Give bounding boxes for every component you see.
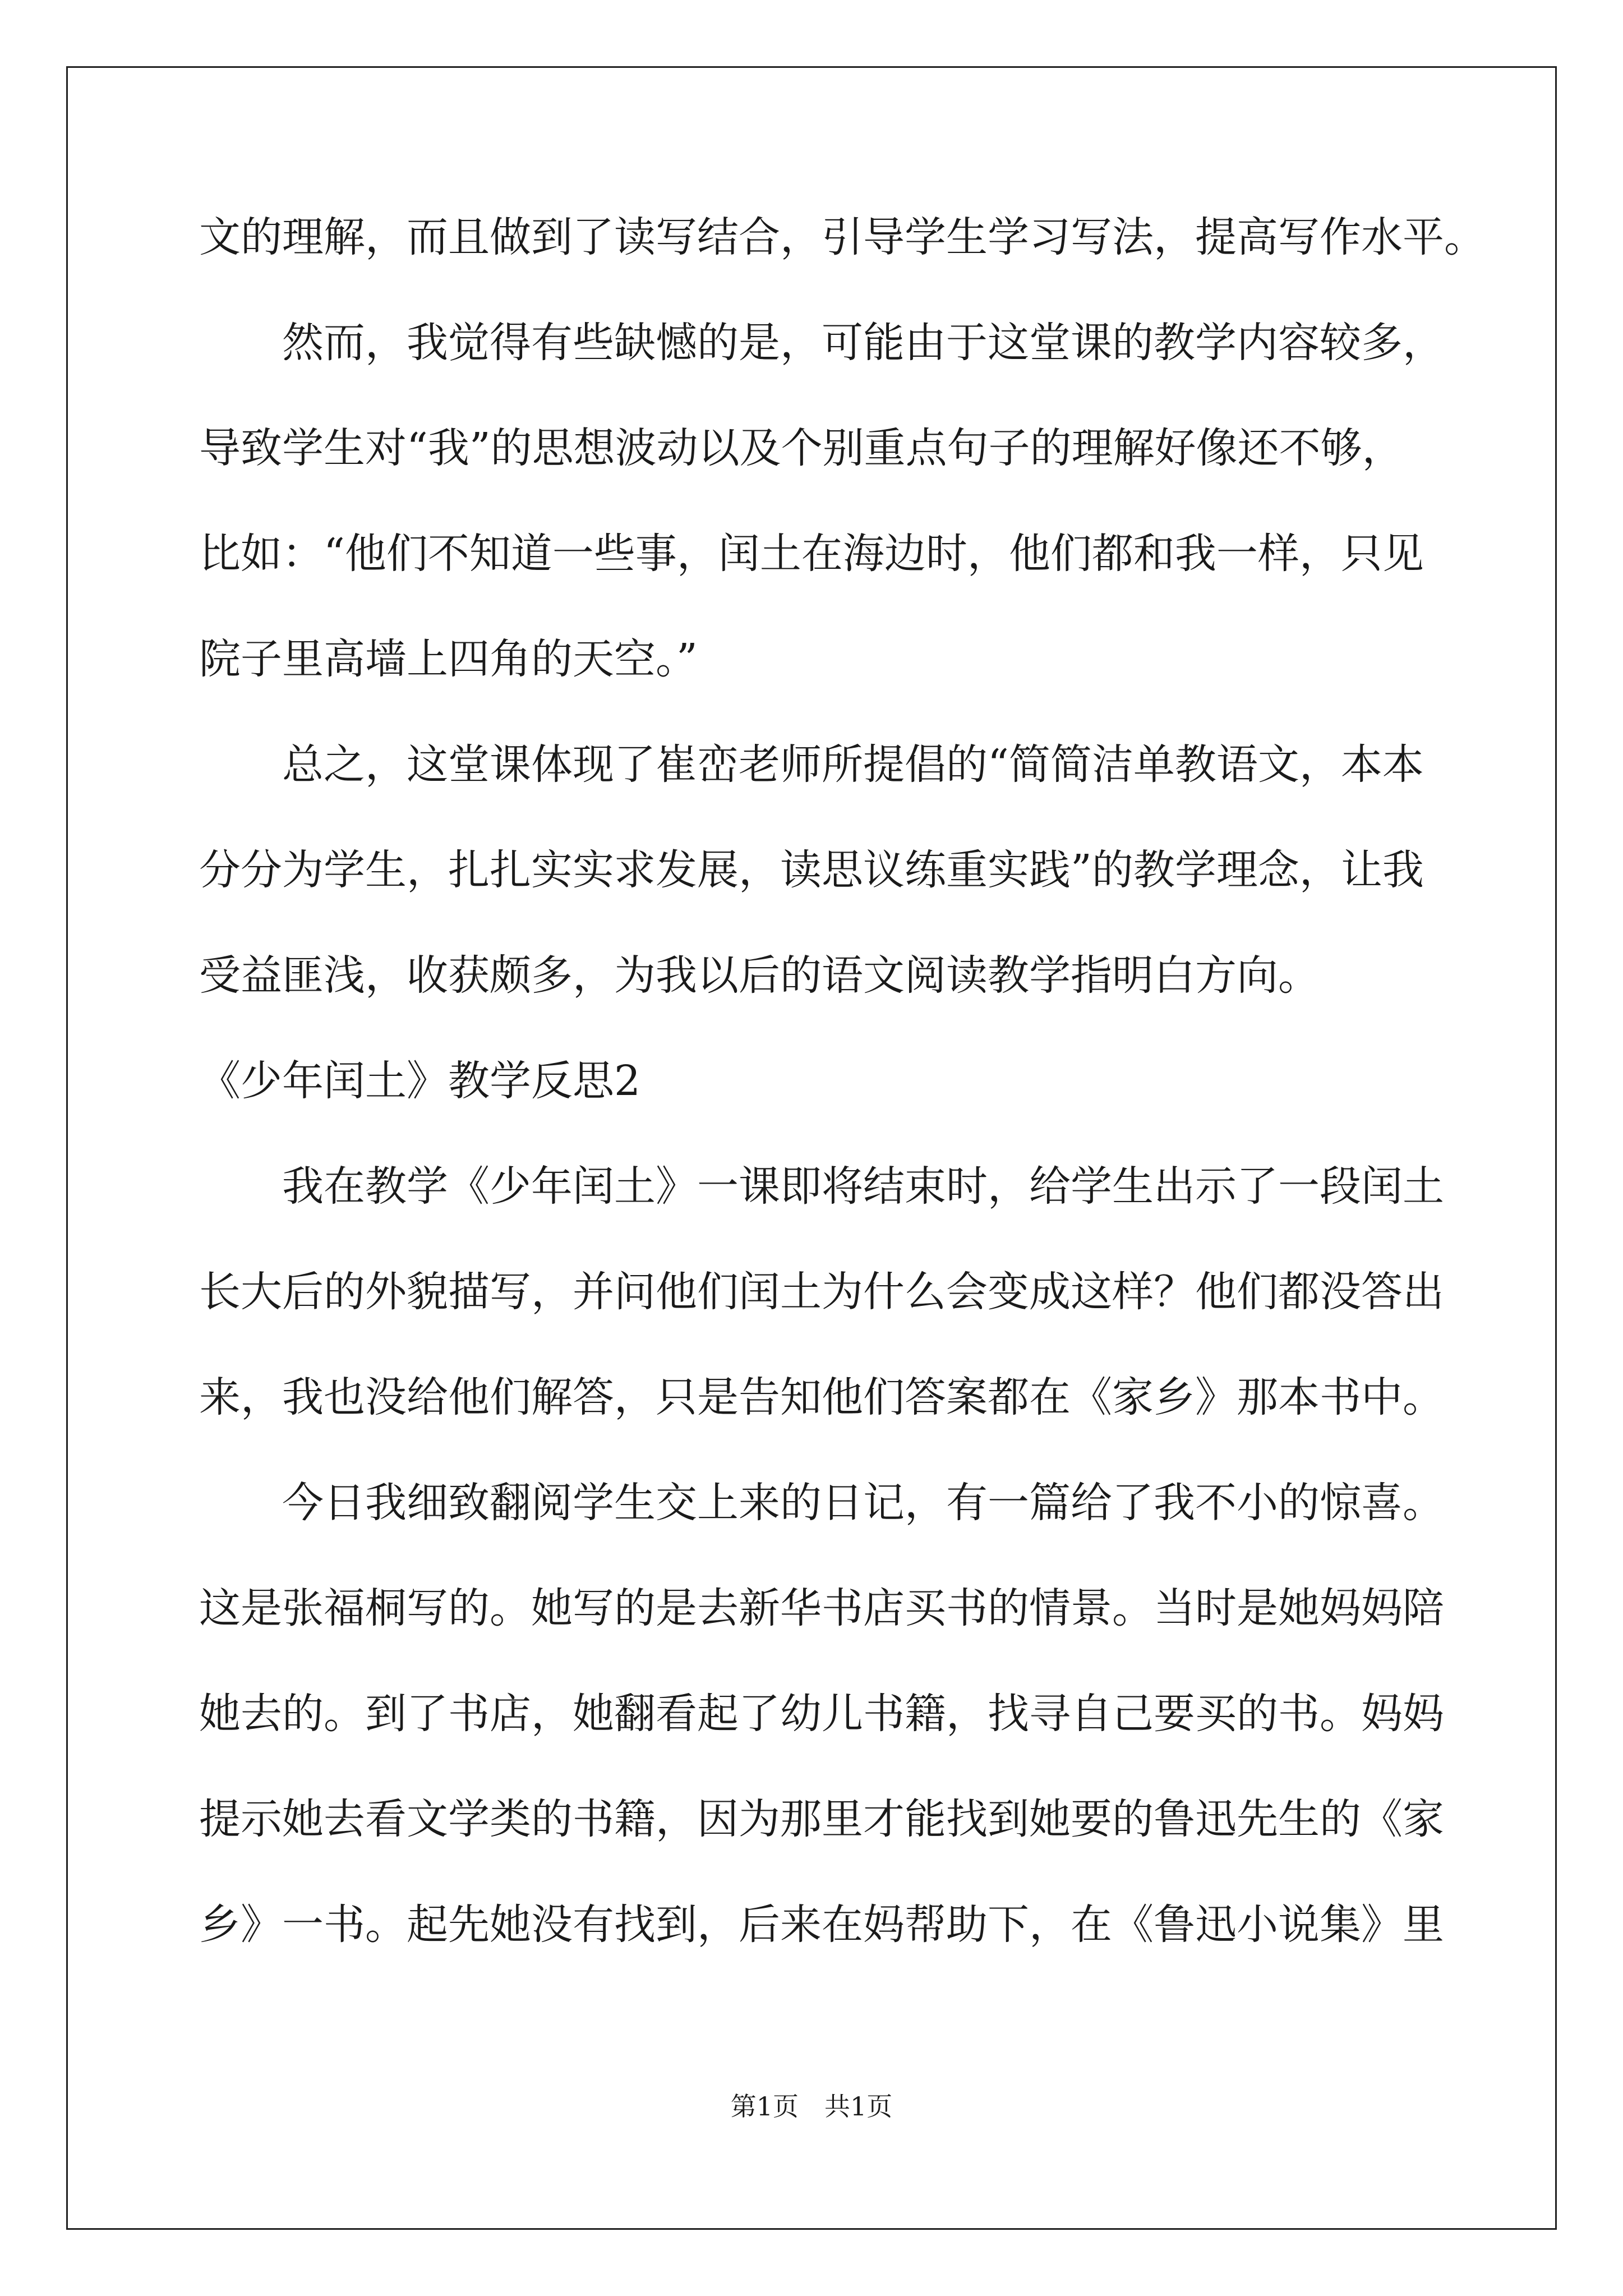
text-line: 这是张福桐写的。她写的是去新华书店买书的情景。当时是她妈妈陪 <box>199 1584 1444 1632</box>
text-line: 我在教学《少年闰土》一课即将结束时，给学生出示了一段闰土 <box>199 1162 1444 1211</box>
text-line: 文的理解，而且做到了读写结合，引导学生学习写法，提高写作水平。 <box>199 213 1486 261</box>
text-line: 比如：“他们不知道一些事，闰土在海边时，他们都和我一样，只见 <box>199 530 1424 578</box>
text-line: 总之，这堂课体现了崔峦老师所提倡的“简简洁单教语文，本本 <box>199 740 1424 789</box>
text-line: 分分为学生，扎扎实实求发展，读思议练重实践”的教学理念，让我 <box>199 846 1424 894</box>
text-line: 长大后的外貌描写，并问他们闰土为什么会变成这样？他们都没答出 <box>199 1268 1444 1316</box>
text-line: 导致学生对“我”的思想波动以及个别重点句子的理解好像还不够， <box>199 424 1404 472</box>
text-line: 来，我也没给他们解答，只是告知他们答案都在《家乡》那本书中。 <box>199 1373 1444 1421</box>
text-line: 她去的。到了书店，她翻看起了幼儿书籍，找寻自己要买的书。妈妈 <box>199 1690 1444 1738</box>
text-line: 然而，我觉得有些缺憾的是，可能由于这堂课的教学内容较多， <box>199 319 1444 367</box>
text-line: 乡》一书。起先她没有找到，后来在妈帮助下，在《鲁迅小说集》里 <box>199 1901 1444 1949</box>
text-line: 院子里高墙上四角的天空。” <box>199 635 698 683</box>
text-line: 提示她去看文学类的书籍，因为那里才能找到她要的鲁迅先生的《家 <box>199 1795 1444 1843</box>
page-number-footer: 第1页 共1页 <box>730 2091 893 2122</box>
text-line: 今日我细致翻阅学生交上来的日记，有一篇给了我不小的惊喜。 <box>199 1479 1444 1527</box>
section-heading: 《少年闰土》教学反思2 <box>199 1057 641 1105</box>
text-line: 受益匪浅，收获颇多，为我以后的语文阅读教学指明白方向。 <box>199 951 1320 1000</box>
